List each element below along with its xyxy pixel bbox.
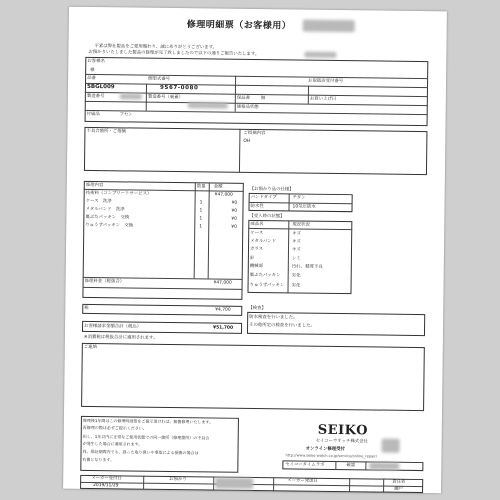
model-label: 側型式番号 — [148, 76, 171, 82]
online-repair-label: オンライン修理受付 — [305, 446, 345, 453]
reception-label: お取扱店受付番号 — [308, 78, 344, 85]
condition-part: ガラス — [249, 246, 264, 253]
spec-header: 【お預かり品の仕様】 — [249, 186, 294, 193]
repair-item-amount: ¥47,000 — [214, 192, 233, 198]
repair-col-qty: 数量 — [196, 184, 206, 190]
repair-item-name: メタルバンド 洗浄 — [85, 206, 125, 213]
condition-part: メタルバンド — [250, 238, 277, 245]
notice-line-1: 平素は弊社製品をご愛用賜わり、誠にありがとうございます。 — [94, 44, 218, 51]
total-label: お客様請求金額合計（税込） — [84, 323, 142, 330]
subtotal-value: ¥47,000 — [213, 280, 232, 286]
request-value: OH — [243, 138, 251, 144]
store-label: お預かり — [169, 476, 187, 483]
spec-value: 10気圧防水 — [292, 204, 316, 210]
warranty-line: 再修理の際は必ずご提示ください。 — [82, 424, 147, 431]
condition-part: 針 — [249, 255, 255, 261]
condition-part: ケース — [250, 230, 264, 237]
condition-col-part: 部品名 — [250, 221, 264, 228]
condition-status: 劣化 — [291, 283, 301, 289]
redacted-case — [188, 102, 228, 108]
tax-label: 税 — [84, 305, 89, 311]
subtotal-label: 修理料金（税抜合） — [84, 278, 125, 285]
customer-info-box — [85, 57, 429, 126]
repair-item-name: ケース 洗浄 — [85, 198, 112, 205]
company-name: セイコーウオッチ株式会社 — [315, 438, 368, 445]
repair-statement-sheet — [63, 7, 447, 494]
repair-col-content: 修理内容 — [85, 182, 104, 189]
product-label: 品番 — [87, 75, 96, 82]
condition-part: りゅうずパッキン — [249, 282, 285, 289]
warranty-line: が発生した場合に適用されます。 — [82, 440, 143, 447]
customer-name-label: お客様名 — [87, 58, 105, 65]
warranty-line: 但し、1年以内に正常なご使用状態での同一箇所（修理箇所）の不具合 — [82, 433, 210, 441]
redacted-mfg — [120, 93, 142, 99]
condition-part: 裏ぶたパッキン — [249, 272, 281, 279]
accessory-label: 付属品 — [86, 111, 100, 118]
maker-return-label: メーカー発送日 — [287, 478, 318, 484]
condition-status: キズ — [292, 231, 301, 237]
purchase-date-label: お買い上げ日 — [309, 96, 337, 102]
spec-key: 防水性 — [250, 203, 264, 210]
total-value: ¥51,700 — [213, 325, 234, 331]
repair-item-amount: ¥0 — [231, 208, 238, 214]
online-repair-url: http://www.seiko-watch.co.jp/service/online_repair/ — [285, 453, 378, 459]
repair-item-qty: 1 — [199, 224, 203, 230]
repair-item-name: 裏ぶたパッキン 交換 — [85, 214, 130, 221]
accessory-value: フセン — [119, 112, 133, 118]
warranty-line: 尚、保証期間内でも、誤った取り扱いや事故による損傷の場合は — [82, 448, 199, 456]
mfg-number-label: 製造番号 — [86, 93, 105, 100]
inspection-line: その他所定の検査を行いました。 — [249, 322, 315, 329]
repair-item-qty: 1 — [199, 208, 203, 214]
repair-item-qty: 1 — [199, 200, 203, 206]
tax-note: ※消費税は税抜合計に適用されます。 — [83, 334, 158, 341]
redacted-office — [369, 462, 399, 469]
warranty-line: 有償となります。 — [82, 456, 115, 463]
redacted-store — [215, 478, 253, 489]
repair-item-amount: ¥0 — [231, 200, 238, 206]
contact-box — [81, 343, 425, 411]
condition-header: 【受入時の状態】 — [249, 213, 285, 220]
redacted-stamp — [382, 439, 400, 453]
spec-key: バンドタイプ — [250, 194, 277, 201]
condition-status: 汚れ、精度不良 — [291, 264, 323, 270]
maker-received-label: メーカー受付日 — [91, 476, 122, 482]
document-title: 修理明細票（お客様用） — [186, 20, 292, 32]
customer-name-value: 様 — [90, 67, 95, 74]
spec-value: チタン — [292, 195, 306, 201]
tax-value: ¥4,700 — [215, 307, 231, 313]
complaint-label: 不具合箇所・ご指摘 — [86, 128, 126, 135]
repair-item-amount: ¥0 — [231, 224, 237, 230]
repair-item-amount: ¥0 — [231, 216, 237, 222]
redacted-name — [303, 20, 355, 33]
warranty-value: 無 — [260, 96, 266, 102]
contact-label: ご連絡 — [83, 344, 98, 351]
case-number-label: 製造番号（裏蓋） — [147, 94, 184, 101]
warranty-line: 修理後1年間はこの修理明細票をご提示頂ければ、無償修理いたします。 — [82, 417, 214, 425]
repair-col-amount: 金額 — [213, 184, 223, 190]
repair-item-qty: 1 — [199, 216, 203, 222]
notice-line-2: お預かりいたしました製品の修理が完了致しましたので以下の通りご報告いたします。 — [88, 49, 260, 58]
person-value: 瀬戸 — [394, 486, 403, 492]
office-name: セイコータイムラボ — [285, 462, 325, 468]
request-label: ご指摘内容 — [243, 130, 266, 137]
product-value: SBGL009 — [86, 83, 115, 91]
maker-received-value: 2019/11/29 — [93, 483, 119, 489]
seiko-logo: SEIKO — [317, 422, 369, 439]
condition-part: 機械部 — [249, 263, 264, 270]
model-value: 9S67-0080 — [159, 84, 199, 92]
person-label: 責任者 — [392, 479, 406, 485]
condition-status: シミ — [291, 256, 301, 262]
redacted-notice — [304, 52, 336, 58]
repair-item-name: りゅうずパッキン 交換 — [85, 222, 134, 229]
condition-status: キズ — [291, 247, 301, 253]
office-tag: 確認 — [346, 463, 356, 469]
stock-condition-label: 価格品状態 — [236, 104, 259, 111]
warranty-label: 保証書 — [236, 95, 251, 101]
condition-col-status: 現況状況 — [292, 222, 310, 228]
condition-status: 劣化 — [291, 273, 301, 279]
condition-status: キズ — [292, 239, 301, 245]
inspection-header: 【検査】 — [248, 305, 266, 312]
inspection-line: 防水検査を行いました。 — [249, 314, 298, 321]
repair-item-name: 技術料（コンプリートサービス） — [85, 190, 152, 197]
